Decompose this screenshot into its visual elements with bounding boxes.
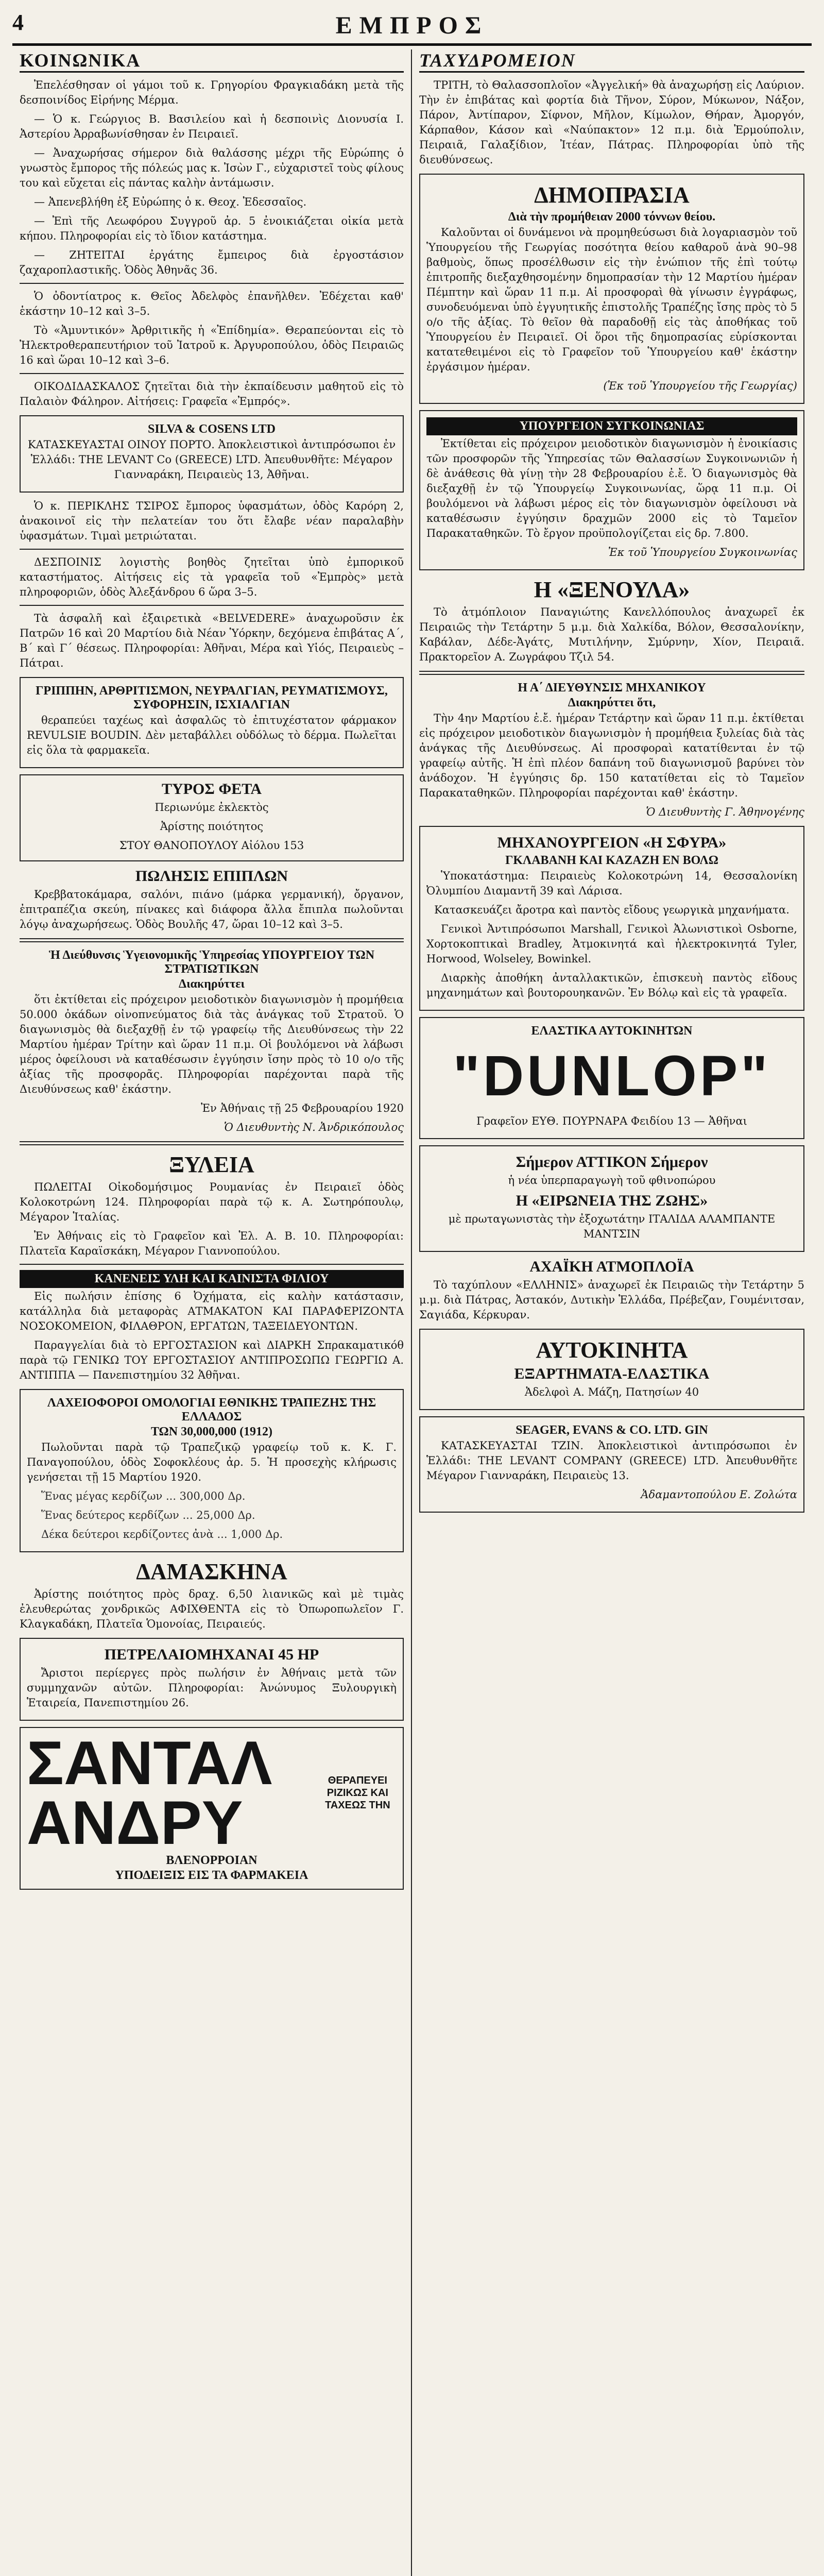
silva-ad	[20, 415, 404, 493]
wood-title: ΞΥΛΕΙΑ	[169, 1152, 254, 1177]
mechanics-body: Τὴν 4ην Μαρτίου ἐ.ἔ. ἡμέραν Τετάρτην καὶ ὥραν 11 π.μ. ἐκτίθεται εἰς πρόχειρον μειοδοτικὸν διαγωνισμὸν ἡ προμήθεια ξυλείας διὰ τὰς ἀνάγκας τῆς Διευθύνσεως. Αἱ προσφοραὶ κατατίθενται ἐν τῷ γραφείῳ αὐτῆς. Ἡ ἐπὶ πλέον δαπάνη τοῦ διαγωνισμοῦ βαρύνει τὸν ἀνάδοχον. Ἡ ἐγγύησις δρ. 150 κατατίθεται εἰς τὸ Ταμεῖον Παρακαταθηκῶν. Πληροφορίαι παρέχονται καθ' ἑκάστην.	[419, 712, 804, 799]
social-item: — Ἐπὶ τῆς Λεωφόρου Συγγροῦ ἀρ. 5 ἐνοικιάζεται οἰκία μετὰ κήπου. Πληροφορίαι εἰς τὸ ἴδιον κατάστημα.	[20, 215, 404, 242]
belvedere-notice: Τὰ ἀσφαλῆ καὶ ἐξαιρετικὰ «BELVEDERE» ἀναχωροῦσιν ἐκ Πατρῶν 16 καὶ 20 Μαρτίου διὰ Νέαν Ὑόρκην, δεχόμενα ἐπιβάτας Α΄, Β΄ καὶ Γ΄ θέσεως. Πληροφορίαι: Ἀθῆναι, Μέρα καὶ Υἱός, Πειραιεὺς – Πάτραι.	[20, 612, 404, 669]
autos-title: ΑΥΤΟΚΙΝΗΤΑ	[536, 1337, 688, 1363]
transport-body: Ἐκτίθεται εἰς πρόχειρον μειοδοτικὸν διαγωνισμὸν ἡ ἐνοικίασις τῶν προσφορῶν τῆς Ὑπηρεσίας τῶν Θαλασσίων Συγκοινωνιῶν ἡ δὲ ἀνάθεσις θὰ γίνῃ τὴν 28 Φεβρουαρίου ἐ.ἔ. Ὁ διαγωνισμὸς θὰ διεξαχθῇ ἐν τῷ Ὑπουργείῳ Συγκοινωνίας, ὥρᾳ 11 π.μ. Οἱ βουλόμενοι νὰ λάβωσι μέρος εἰς τὸν διαγωνισμὸν ὀφείλουσι νὰ καταθέσωσιν ἐγγύησιν δραχμῶν 2000 εἰς τὸ Ταμεῖον Παρακαταθηκῶν. Τὸ ἔργον προϋπολογίζεται εἰς δρ. 7.800.	[426, 437, 797, 539]
bonds-prize: Ἕνας μέγας κερδίζων ... 300,000 Δρ.	[41, 1490, 246, 1502]
sandals-right-1: ΘΕΡΑΠΕΥΕΙ	[328, 1775, 387, 1786]
bonds-ad	[20, 1389, 404, 1552]
damask-title: ΔΑΜΑΣΚΗΝΑ	[136, 1559, 287, 1584]
cinema-foot: μὲ πρωταγωνιστὰς τὴν ἐξοχωτάτην ΙΤΑΛΙΔΑ ΑΛΑΜΠΑΝΤΕ ΜΑΝΤΣΙΝ	[448, 1213, 776, 1240]
transport-title: ΥΠΟΥΡΓΕΙΟΝ ΣΥΓΚΟΙΝΩΝΙΑΣ	[426, 417, 797, 435]
seager-ad	[419, 1416, 804, 1513]
paper-title: ΕΜΠΡΟΣ	[335, 12, 489, 39]
bonds-prize: Ἕνας δεύτερος κερδίζων ... 25,000 Δρ.	[41, 1509, 255, 1521]
autos-address: Ἀδελφοὶ Α. Μάζη, Πατησίων 40	[524, 1386, 699, 1398]
wood-body: ΠΩΛΕΙΤΑΙ Οἰκοδομήσιμος Ρουμανίας ἐν Πειραιεῖ ὁδὸς Κολοκοτρώνη 124. Πληροφορίαι παρὰ τῷ κ. Α. Σωτηρόπουλῳ, Μέγαρον Ἱταλίας.	[20, 1181, 404, 1223]
dunlop-brand: "DUNLOP"	[453, 1044, 771, 1108]
furniture-title: ΠΩΛΗΣΙΣ ΕΠΙΠΛΩΝ	[135, 868, 288, 885]
post-section-title: ΤΑΧΥΔΡΟΜΕΙΟΝ	[419, 49, 804, 73]
sfyra-products: Κατασκευάζει ἄροτρα καὶ παντὸς εἴδους γεωργικὰ μηχανήματα.	[434, 904, 789, 916]
cinema-top: Σήμερον ΑΤΤΙΚΟΝ Σήμερον	[516, 1154, 708, 1171]
auction-title: ΔΗΜΟΠΡΑΣΙΑ	[534, 182, 690, 208]
engine-ad	[20, 1638, 404, 1721]
army-body: ὅτι ἐκτίθεται εἰς πρόχειρον μειοδοτικὸν διαγωνισμὸν ἡ προμήθεια 50.000 ὀκάδων οἰνοπνεύματος διὰ τὰς ἀνάγκας τοῦ Στρατοῦ. Ὁ διαγωνισμὸς θὰ διεξαχθῇ ἐν τῷ γραφείῳ τῆς Διευθύνσεως τὴν 22 Μαρτίου ἡμέραν Τρίτην καὶ ὥραν 11 π.μ. Οἱ βουλόμενοι νὰ λάβωσι μέρος ὀφείλουσι νὰ καταθέσωσιν ἐγγύησιν ἴσην πρὸς τὸ 10 ο/ο τῆς ἀξίας τῆς προσφορᾶς. Πληροφορίαι παρέχονται παρὰ τῆς Διευθύνσεως καθ' ἑκάστην.	[20, 993, 404, 1095]
engine-title: ΠΕΤΡΕΛΑΙΟΜΗΧΑΝΑΙ 45 HP	[104, 1646, 319, 1663]
feta-ad	[20, 774, 404, 861]
sfyra-ad	[419, 826, 804, 1011]
carriages-body-2: Παραγγελίαι διὰ τὸ ΕΡΓΟΣΤΑΣΙΟΝ καὶ ΔΙΑΡΚΗ Σπρακαματικόθ παρὰ τῷ ΓΕΝΙΚΩ ΤΟΥ ΕΡΓΟΣΤΑΣΙΟΥ ΑΝΤΙΠΡΟΣΩΠΩ ΓΕΩΡΓΙΩ Α. ΑΝΤΙΠΠΑ — Πανεπιστημίου 32 Ἀθῆναι.	[20, 1339, 404, 1381]
furniture-body: Κρεββατοκάμαρα, σαλόνι, πιάνο (μάρκα γερμανική), ὄργανον, ἐπιτραπέζια σκεύη, πίνακες καὶ διάφορα ἄλλα ἔπιπλα πωλοῦνται λόγῳ ἀναχωρήσεως. Ὁδὸς Βουλῆς 47, ὥραι 10–12 καὶ 3–5.	[20, 888, 404, 930]
achaiki-body: Τὸ ταχύπλουν «ΕΛΛΗΝΙΣ» ἀναχωρεῖ ἐκ Πειραιῶς τὴν Τετάρτην 5 μ.μ. διὰ Πάτρας, Ἀστακόν, Δυτικὴν Ἑλλάδα, Πρέβεζαν, Γουμένιτσαν, Σαγιάδα, Κέρκυραν.	[419, 1279, 804, 1321]
engine-body: Ἄριστοι περίεργες πρὸς πωλήσιν ἐν Ἀθήναις μετὰ τῶν συμμηχανῶν αὐτῶν. Πληροφορίαι: Ἀνώνυμος Ξυλουργικὴ Ἑταιρεία, Πανεπιστημίου 26.	[27, 1667, 397, 1709]
sfyra-repair: Διαρκὴς ἀποθήκη ἀνταλλακτικῶν, ἐπισκευὴ παντὸς εἴδους μηχανημάτων καὶ βουτορουηκανῶν. Ἐν Βόλῳ καὶ εἰς τὰ γραφεῖα.	[426, 972, 797, 999]
carriages-body: Εἰς πωλήσιν ἐπίσης 6 Ὀχήματα, εἰς καλὴν κατάστασιν, κατάλληλα διὰ μεταφορὰς ΑΤΜΑΚΑΤΟΝ ΚΑΙ ΠΑΡΑΦΕΡΙΖΟΝΤΑ ΝΟΣΟΚΟΜΕΙΟΝ, ΦΙΛΑΘΡΟΝ, ΕΡΓΑΤΩΝ, ΤΑΞΕΙΔΕΥΟΝΤΩΝ.	[20, 1290, 404, 1332]
social-item: Ἐπελέσθησαν οἱ γάμοι τοῦ κ. Γρηγορίου Φραγκιαδάκη μετὰ τῆς δεσποινίδος Εἰρήνης Μέρμα.	[20, 79, 404, 106]
mechanics-subtitle: Διακηρύττει ὅτι,	[568, 696, 656, 709]
mechanics-signature: Ὁ Διευθυντὴς Γ. Ἀθηνογένης	[646, 806, 804, 818]
damask-body: Ἀρίστης ποιότητος πρὸς δραχ. 6,50 λιανικῶς καὶ μὲ τιμὰς ἐλευθερώτας χονδρικῶς ΑΦΙΧΘΕΝΤΑ εἰς τὸ Ὀπωροπωλεῖον Γ. Κλαγκαδάκη, Πλατεῖα Ὁμονοίας, Πειραιεύς.	[20, 1588, 404, 1630]
carriages-title: ΚΑΝΕΝΕΙΣ ΥΛΗ ΚΑΙ ΚΑΙΝΙΣΤΑ ΦΙΛΙΟΥ	[20, 1270, 404, 1288]
cinema-subtitle: ἡ νέα ὑπερπαραγωγὴ τοῦ φθινοπώρου	[508, 1174, 716, 1187]
autos-ad	[419, 1329, 804, 1410]
cinema-title: Η «ΕΙΡΩΝΕΙΑ ΤΗΣ ΖΩΗΣ»	[516, 1192, 708, 1209]
bonds-prize: Δέκα δεύτεροι κερδίζοντες ἀνὰ ... 1,000 Δρ.	[41, 1528, 283, 1540]
bonds-title: ΛΑΧΕΙΟΦΟΡΟΙ ΟΜΟΛΟΓΙΑΙ ΕΘΝΙΚΗΣ ΤΡΑΠΕΖΗΣ ΤΗΣ ΕΛΛΑΔΟΣ	[47, 1396, 376, 1423]
dunlop-top: ΕΛΑΣΤΙΚΑ ΑΥΤΟΚΙΝΗΤΩΝ	[531, 1024, 693, 1038]
social-notice: Τὸ «Ἀμυντικόν» Ἀρθριτικῆς ἡ «Ἐπίδημία». Θεραπεύονται εἰς τὸ Ἠλεκτροθεραπευτήριον τοῦ Ἰατροῦ κ. Ἀργυροπούλου, ὁδὸς Πειραιῶς 16 καὶ ὥραι 10–12 καὶ 3–6.	[20, 324, 404, 366]
social-notice: Ὁ ὀδοντίατρος κ. Θεῖος Ἀδελφὸς ἐπανῆλθεν. Ἐδέχεται καθ' ἑκάστην 10–12 καὶ 3–5.	[20, 290, 404, 317]
sfyra-agents: Γενικοὶ Ἀντιπρόσωποι Marshall, Γενικοὶ Ἀλωνιστικοὶ Osborne, Χορτοκοπτικαὶ Bradley, Ἀτμοκινητά καὶ ἠλεκτροκινητά Tyler, Horwood, Wolseley, Bowinkel.	[426, 923, 797, 965]
dunlop-ad	[419, 1017, 804, 1139]
auction-subtitle: Διὰ τὴν προμήθειαν 2000 τόννων θείου.	[508, 210, 716, 224]
tutor-notice: ΟΙΚΟΔΙΔΑΣΚΑΛΟΣ ζητεῖται διὰ τὴν ἐκπαίδευσιν μαθητοῦ εἰς τὸ Παλαιὸν Φάληρον. Αἰτήσεις: Γραφεῖα «Ἐμπρός».	[20, 380, 404, 408]
social-item: — ΖΗΤΕΙΤΑΙ ἐργάτης ἔμπειρος διὰ ἐργοστάσιον ζαχαροπλαστικῆς. Ὁδὸς Ἀθηνᾶς 36.	[20, 249, 404, 276]
grippe-body: θεραπεύει ταχέως καὶ ἀσφαλῶς τὸ ἐπιτυχέστατον φάρμακον REVULSIE BOUDIN. Δὲν μεταβάλλει οὐδόλως τὸ δέρμα. Πωλεῖται εἰς ὅλα τὰ φαρμακεῖα.	[27, 714, 397, 756]
auction-ad	[419, 174, 804, 404]
army-date: Ἐν Ἀθήναις τῇ 25 Φεβρουαρίου 1920	[201, 1102, 404, 1114]
sfyra-subtitle: ΓΚΛΑΒΑΝΗ ΚΑΙ ΚΑΖΑΖΗ ΕΝ ΒΟΛΩ	[505, 854, 718, 867]
sandals-left: ΒΛΕΝΟΡΡΟΙΑΝ	[166, 1854, 258, 1867]
bonds-subtitle: ΤΩΝ 30,000,000 (1912)	[150, 1425, 273, 1438]
mechanics-title: Η Α΄ ΔΙΕΥΘΥΝΣΙΣ ΜΗΧΑΝΙΚΟΥ	[518, 681, 706, 694]
seager-foot: Ἀδαμαντοπούλου Ε. Ζολώτα	[641, 1488, 797, 1501]
social-item: — Ὁ κ. Γεώργιος Β. Βασιλείου καὶ ἡ δεσποινὶς Διονυσία Ι. Ἀστερίου Ἀρραβωνίσθησαν ἐν Πειραιεῖ.	[20, 113, 404, 140]
right-column	[412, 49, 812, 2576]
seager-desc: ΚΑΤΑΣΚΕΥΑΣΤΑΙ ΤΖΙΝ. Ἀποκλειστικοὶ ἀντιπρόσωποι ἐν Ἑλλάδι: THE LEVANT COMPANY (GREECE) LTD. Ἀπευθυνθῆτε Μέγαρον Γιανναράκη, Πειραιεὺς 13.	[426, 1439, 797, 1482]
feta-line: Ἀρίστης ποιότητος	[160, 820, 264, 833]
post-body: ΤΡΙΤΗ, τὸ Θαλασσοπλοῖον «Ἀγγελική» θὰ ἀναχωρήσῃ εἰς Λαύριον. Τὴν ἐν ἐπιβάτας καὶ φορτία διὰ Τῆνον, Σύρον, Μύκωνον, Νάξον, Πάρον, Ἀντίπαρον, Σίφνον, Μῆλον, Κίμωλον, Θήραν, Ἀμοργόν, Κάρπαθον, Κάσον καὶ «Ναύπακτον» 12 π.μ. διὰ Ἐρμούπολιν, Πειραιᾶ, Γαλαξίδιον, Ἰτέαν, Πάτρας. Πληροφορίαι ὑπὸ τῆς διευθύνσεως.	[419, 79, 804, 166]
wood-extra: Ἐν Ἀθήναις εἰς τὸ Γραφεῖον καὶ Ἑλ. Α. Β. 10. Πληροφορίαι: Πλατεῖα Καραϊσκάκη, Μέγαρον Γιαννοπούλου.	[20, 1230, 404, 1257]
cinema-ad	[419, 1145, 804, 1252]
page-number: 4	[12, 10, 24, 35]
army-signature: Ὁ Διευθυντὴς Ν. Ἀνδρικόπουλος	[224, 1121, 404, 1133]
sandals-right-2: ΡΙΖΙΚΩΣ ΚΑΙ ΤΑΧΕΩΣ ΤΗΝ	[325, 1787, 390, 1811]
xenoula-title: Η «ΞΕΝΟΥΛΑ»	[534, 577, 690, 602]
social-item: — Ἀναχωρήσας σήμερον διὰ θαλάσσης μέχρι τῆς Εὐρώπης ὁ γνωστὸς ἔμπορος τῆς πόλεώς μας κ. Ἰσὼν Γ., εὐχαριστεῖ τοὺς φίλους του καὶ εὔχεται εἰς πάντας καλὴν ἀντάμωσιν.	[20, 147, 404, 189]
despoinis-notice: ΔΕΣΠΟΙΝΙΣ λογιστὴς βοηθὸς ζητεῖται ὑπὸ ἐμπορικοῦ καταστήματος. Αἰτήσεις εἰς τὰ γραφεῖα τοῦ «Ἐμπρὸς» μετὰ πληροφοριῶν, ὁδὸς Ἀλεξάνδρου 6 ὥρα 3–5.	[20, 556, 404, 598]
auction-body: Καλοῦνται οἱ δυνάμενοι νὰ προμηθεύσωσι διὰ λογαριασμὸν τοῦ Ὑπουργείου τῆς Γεωργίας ποσότητα θείου καθαροῦ ἀνὰ 90–98 βαθμοὺς, ὅπως προσέλθωσιν εἰς τὴν ἐνώπιον τῆς ἐπὶ τούτῳ ἐπιτροπῆς διεξαχθησομένην δημοπρασίαν τὴν 12 Μαρτίου ἡμέραν Πέμπτην καὶ ὥραν 11 π.μ. Αἱ προσφοραὶ θὰ γίνωσιν ἐγγράφως, συνοδευόμεναι ὑπὸ ἐγγυητικῆς ἐπιστολῆς Τραπέζης ἴσης πρὸς τὸ 5 ο/ο τῆς ἀξίας. Τὸ θεῖον θὰ παραδοθῇ εἰς τὰς ἀποθήκας τοῦ Ὑπουργείου ἐν Πειραιεῖ. Οἱ ὅροι τῆς δημοπρασίας εὑρίσκονται κατατεθειμένοι εἰς τὸ Γραφεῖον τοῦ Ὑπουργείου καθ' ἑκάστην ἐργάσιμον ἡμέραν.	[426, 226, 797, 373]
masthead	[12, 9, 812, 46]
sandals-foot: ΥΠΟΔΕΙΞΙΣ ΕΙΣ ΤΑ ΦΑΡΜΑΚΕΙΑ	[115, 1869, 308, 1882]
silva-desc: ΚΑΤΑΣΚΕΥΑΣΤΑΙ ΟΙΝΟΥ ΠΟΡΤΟ. Ἀποκλειστικοὶ ἀντιπρόσωποι ἐν Ἑλλάδι: THE LEVANT Co (GREECE) LTD. Ἀπευθυνθῆτε: Μέγαρον Γιανναράκη, Πειραιεὺς 13, Ἀθῆναι.	[27, 438, 396, 481]
grippe-ad	[20, 677, 404, 768]
sfyra-title: ΜΗΧΑΝΟΥΡΓΕΙΟΝ «Η ΣΦΥΡΑ»	[497, 834, 727, 851]
grippe-title: ΓΡΙΠΠΗΝ, ΑΡΘΡΙΤΙΣΜΟΝ, ΝΕΥΡΑΛΓΙΑΝ, ΡΕΥΜΑΤΙΣΜΟΥΣ, ΣΥΦΟΡΗΣΙΝ, ΙΣΧΙΑΛΓΙΑΝ	[36, 684, 388, 711]
social-item: — Ἀπενεβλήθη ἐξ Εὐρώπης ὁ κ. Θεοχ. Ἐδεσσαῖος.	[34, 196, 307, 208]
dunlop-address: Γραφεῖον ΕΥΘ. ΠΟΥΡΝΑΡΑ Φειδίου 13 — Ἀθῆναι	[476, 1115, 747, 1127]
auction-signature: (Ἐκ τοῦ Ὑπουργείου τῆς Γεωργίας)	[603, 380, 797, 392]
achaiki-title: ΑΧΑΪΚΗ ΑΤΜΟΠΛΟΪΑ	[529, 1258, 694, 1275]
pericles-notice: Ὁ κ. ΠΕΡΙΚΛΗΣ ΤΣΙΡΟΣ ἔμπορος ὑφασμάτων, ὁδὸς Καρόρη 2, ἀνακοινοῖ εἰς τὴν πελατείαν του ὅτι ἔλαβε νέαν παραλαβὴν ὑφασμάτων. Τιμαὶ μετριώταται.	[20, 500, 404, 542]
sandals-word: ΣΑΝΤΑΛ ΑΝΔΡΥ	[27, 1728, 272, 1857]
silva-name: SILVA & COSENS LTD	[148, 422, 276, 436]
xenoula-body: Τὸ ἀτμόπλοιον Παναγιώτης Κανελλόπουλος ἀναχωρεῖ ἐκ Πειραιῶς τὴν Τετάρτην 5 μ.μ. διὰ Χαλκίδα, Βόλον, Θεσσαλονίκην, Καβάλαν, Δέδε-Ἀγάτς, Μυτιλήνην, Σμύρνην, Χίον, Πειραιᾶ. Πρακτορεῖον Α. Ζωγράφου Τζιλ 54.	[419, 606, 804, 663]
bonds-body: Πωλοῦνται παρὰ τῷ Τραπεζικῷ γραφείῳ τοῦ κ. Κ. Γ. Παναγοπούλου, ὁδὸς Σοφοκλέους ἀρ. 5. Ἡ προσεχὴς κλήρωσις γενήσεται τῇ 15 Μαρτίου 1920.	[27, 1441, 397, 1483]
army-subtitle: Διακηρύττει	[179, 977, 245, 991]
feta-title: ΤΥΡΟΣ ΦΕΤΑ	[161, 781, 262, 798]
left-column	[12, 49, 412, 2576]
sfyra-body: Ὑποκατάστημα: Πειραιεὺς Κολοκοτρώνη 14, Θεσσαλονίκη Ὀλυμπίου Διαμαντῆ 39 καὶ Λάρισα.	[426, 870, 797, 897]
transport-signature: Ἐκ τοῦ Ὑπουργείου Συγκοινωνίας	[608, 546, 797, 558]
autos-subtitle: ΕΞΑΡΤΗΜΑΤΑ-ΕΛΑΣΤΙΚΑ	[514, 1365, 710, 1382]
feta-line: ΣΤΟΥ ΘΑΝΟΠΟΥΛΟΥ Αἰόλου 153	[119, 839, 304, 852]
army-title: Ἡ Διεύθυνσις Ὑγειονομικῆς Ὑπηρεσίας ΥΠΟΥΡΓΕΙΟΥ ΤΩΝ ΣΤΡΑΤΙΩΤΙΚΩΝ	[48, 948, 375, 976]
transport-ad	[419, 410, 804, 570]
feta-line: Περιωνύμε ἐκλεκτὸς	[154, 801, 269, 814]
social-section-title: ΚΟΙΝΩΝΙΚΑ	[20, 49, 404, 73]
sandals-ad	[20, 1727, 404, 1890]
seager-name: SEAGER, EVANS & CO. LTD. GIN	[516, 1423, 708, 1437]
